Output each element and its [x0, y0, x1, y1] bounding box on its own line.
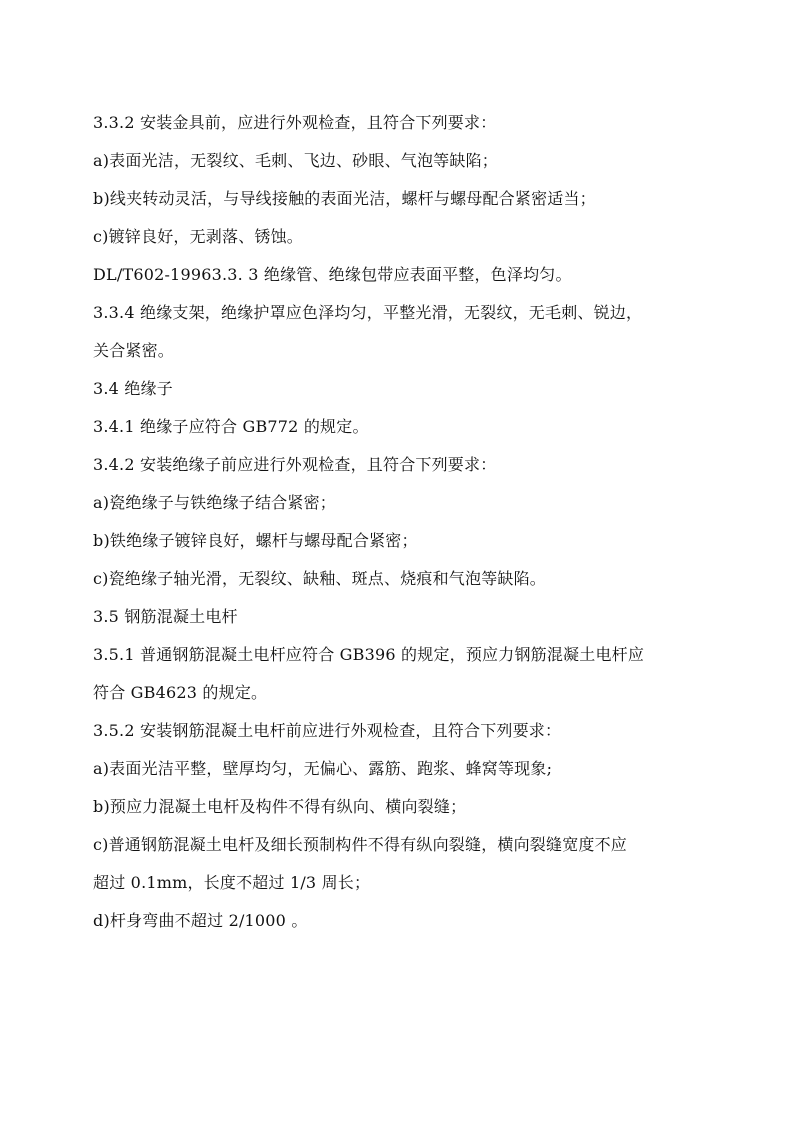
text-line-3-3-4: 3.3.4 绝缘支架，绝缘护罩应色泽均匀，平整光滑，无裂纹，无毛刺、锐边， [93, 303, 643, 322]
text-line-3-5-2-c-cont: 超过 0.1mm，长度不超过 1/3 周长； [93, 873, 371, 892]
text-line-3-4-2: 3.4.2 安装绝缘子前应进行外观检查，且符合下列要求： [93, 455, 497, 474]
text-line-3-4-2-a: a)瓷绝缘子与铁绝缘子结合紧密； [93, 493, 336, 512]
text-line-3-5-1: 3.5.1 普通钢筋混凝土电杆应符合 GB396 的规定，预应力钢筋混凝土电杆应 [93, 645, 645, 664]
text-line-3-5-2-a: a)表面光洁平整，壁厚均匀，无偏心、露筋、跑浆、蜂窝等现象; [93, 759, 553, 778]
text-line-3-4-1: 3.4.1 绝缘子应符合 GB772 的规定。 [93, 417, 369, 436]
text-line-3-5-2-d: d)杆身弯曲不超过 2/1000 。 [93, 911, 308, 930]
section-heading-3-4: 3.4 绝缘子 [93, 379, 173, 398]
text-line-3-3-3: DL/T602-19963.3. 3 绝缘管、绝缘包带应表面平整，色泽均匀。 [93, 265, 572, 284]
text-line-3-5-2-b: b)预应力混凝土电杆及构件不得有纵向、横向裂缝； [93, 797, 467, 816]
section-heading-3-5: 3.5 钢筋混凝土电杆 [93, 607, 238, 626]
document-body [93, 104, 705, 940]
text-line-3-5-1-cont: 符合 GB4623 的规定。 [93, 683, 268, 702]
text-line-3-5-2-c: c)普通钢筋混凝土电杆及细长预制构件不得有纵向裂缝，横向裂缝宽度不应 [93, 835, 628, 854]
text-line-3-4-2-c: c)瓷绝缘子轴光滑，无裂纹、缺釉、斑点、烧痕和气泡等缺陷。 [93, 569, 547, 588]
text-line-3-3-2: 3.3.2 安装金具前，应进行外观检查，且符合下列要求： [93, 113, 497, 132]
text-line-3-4-2-b: b)铁绝缘子镀锌良好，螺杆与螺母配合紧密； [93, 531, 418, 550]
text-line-3-3-2-c: c)镀锌良好，无剥落、锈蚀。 [93, 227, 304, 246]
text-line-3-5-2: 3.5.2 安装钢筋混凝土电杆前应进行外观检查，且符合下列要求： [93, 721, 562, 740]
text-line-3-3-4-cont: 关合紧密。 [93, 341, 175, 360]
text-line-3-3-2-b: b)线夹转动灵活，与导线接触的表面光洁，螺杆与螺母配合紧密适当； [93, 189, 596, 208]
text-line-3-3-2-a: a)表面光洁，无裂纹、毛刺、飞边、砂眼、气泡等缺陷； [93, 151, 498, 170]
